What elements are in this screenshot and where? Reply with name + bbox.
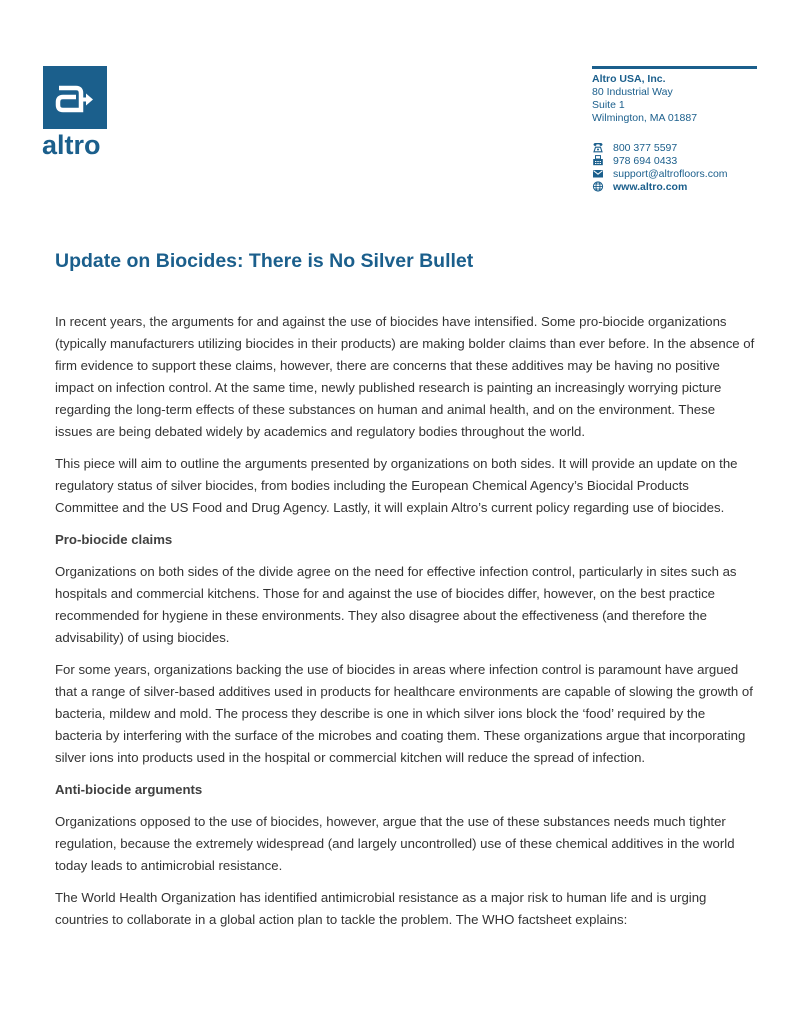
phone-icon: [592, 142, 604, 153]
contact-list: [592, 141, 757, 193]
email-row: [592, 167, 757, 180]
paragraph: Organizations on both sides of the divide agree on the need for effective infection control, particularly in sites such as hospitals and commercial kitchens. Those for and against the use of biocides differ, however, on the best practice recommended for hygiene in these environments. They also disagree about the effectiveness (and therefore the advisability) of using biocides.: [55, 564, 737, 645]
address-line: Wilmington, MA 01887: [592, 112, 698, 124]
paragraph: For some years, organizations backing the use of biocides in areas where infection control is paramount have argued that a range of silver-based additives used in products for healthcare environments are capable of slowing the growth of bacteria, mildew and mold. The process they describe is one in which silver ions block the ‘food’ required by the bacteria by interfering with the surface of the microbes and coating them. These organizations argue that incorporating silver ions into products used in the hospital or commercial kitchen will reduce the spread of infection.: [55, 662, 753, 765]
paragraph: This piece will aim to outline the arguments presented by organizations on both sides. It will provide an update on the regulatory status of silver biocides, from bodies including the European Chemical Agency’s Biocidal Products Committee and the US Food and Drug Agency. Lastly, it will explain Altro’s current policy regarding use of biocides.: [55, 456, 738, 515]
contact-block: [592, 66, 757, 193]
address-line: Suite 1: [592, 99, 625, 111]
website-row: [592, 180, 757, 193]
section-heading: Pro-biocide claims: [55, 532, 173, 547]
phone-row: [592, 141, 757, 154]
fax-row: [592, 154, 757, 167]
website-link[interactable]: www.altro.com: [613, 180, 688, 193]
section-heading: Anti-biocide arguments: [55, 782, 203, 797]
company-name: Altro USA, Inc.: [592, 73, 666, 85]
altro-logo: [43, 66, 109, 159]
logo-mark: [43, 66, 107, 129]
paragraph: In recent years, the arguments for and against the use of biocides have intensified. Some pro-biocide organizations (typically manufacturers utilizing biocides in their products) are making bolder claims than ever before. In the absence of firm evidence to support these claims, however, there are concerns that these additives may be having no positive impact on infection control. At the same time, newly published research is painting an increasingly worrying picture regarding the long-term effects of these substances on human and animal health, and on the environment. These issues are being debated widely by academics and regulatory bodies throughout the world.: [55, 314, 755, 439]
logo-a-arrow-icon: [43, 66, 107, 129]
paragraph: The World Health Organization has identified antimicrobial resistance as a major risk to human life and is urging countries to collaborate in a global action plan to tackle the problem. The WHO factsheet explains:: [55, 890, 707, 927]
document-body: [55, 311, 755, 941]
fax-number: 978 694 0433: [613, 154, 678, 167]
globe-icon: [592, 181, 604, 192]
document-title: Update on Biocides: There is No Silver Bullet: [55, 250, 474, 272]
address-line: 80 Industrial Way: [592, 86, 673, 98]
contact-divider: [592, 66, 757, 69]
email-icon: [592, 168, 604, 179]
phone-number[interactable]: 800 377 5597: [613, 141, 678, 154]
paragraph: Organizations opposed to the use of biocides, however, argue that the use of these substances needs much tighter regulation, because the extremely widespread (and largely uncontrolled) use of these chemical additives in the world today leads to antimicrobial resistance.: [55, 814, 735, 873]
logo-wordmark: altro: [42, 130, 101, 160]
fax-icon: [592, 155, 604, 166]
email-link[interactable]: support@altrofloors.com: [613, 167, 728, 180]
address: [592, 73, 757, 125]
